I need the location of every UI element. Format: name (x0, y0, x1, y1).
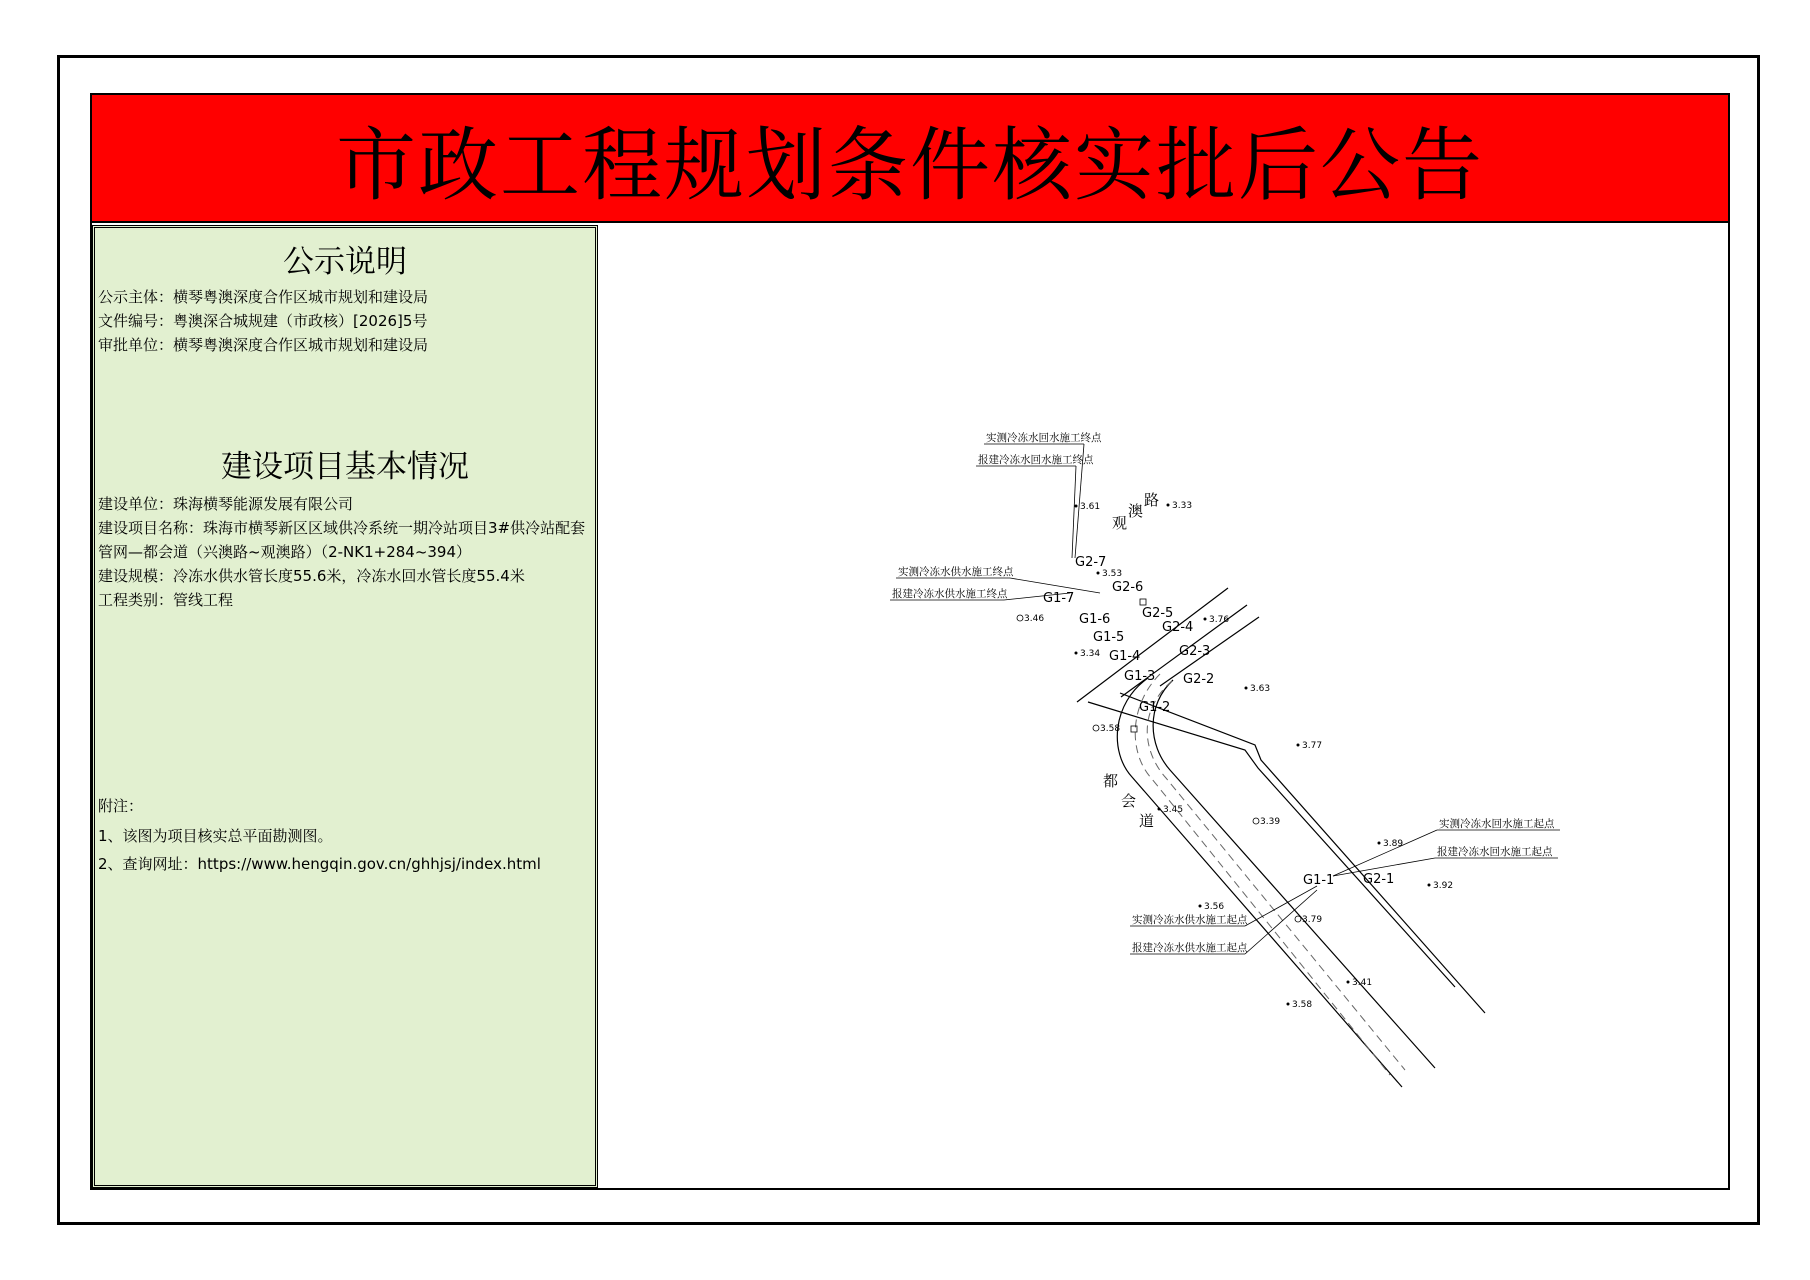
notes-section (95, 794, 595, 876)
elevation-label: 3.92 (1433, 881, 1454, 891)
elevation-labels (1024, 501, 1453, 1010)
point-markers (1075, 504, 1431, 1006)
callout-label-2: 报建冷冻水回水施工终点 (978, 454, 1094, 466)
callout-leaders (890, 444, 1560, 954)
project-name (95, 516, 593, 564)
point-label-g1-7: G1-7 (1043, 591, 1075, 606)
elevation-label: 3.53 (1102, 569, 1123, 579)
elevation-marker (1075, 652, 1078, 655)
road-name-duhui-1: 都 (1103, 772, 1119, 790)
leader-5b (1333, 830, 1437, 876)
notice-file-number (95, 309, 595, 333)
survey-symbols (1017, 599, 1301, 922)
road-edge-outer-left (1117, 678, 1402, 1087)
point-label-g2-5: G2-5 (1142, 606, 1174, 621)
point-label-g1-5: G1-5 (1093, 630, 1125, 645)
elevation-marker (1075, 505, 1078, 508)
callout-label-8: 报建冷冻水供水施工起点 (1132, 942, 1248, 954)
notice-title: 公示说明 (283, 244, 407, 280)
elevation-marker (1199, 905, 1202, 908)
callout-label-1: 实测冷冻水回水施工终点 (986, 432, 1102, 444)
elevation-marker (1158, 808, 1161, 811)
survey-symbol (1140, 599, 1146, 605)
project-unit-label: 建设单位： (98, 495, 174, 513)
point-label-g2-1: G2-1 (1363, 872, 1395, 887)
callout-label-3: 实测冷冻水供水施工终点 (898, 566, 1014, 578)
point-label-g2-3: G2-3 (1179, 644, 1211, 659)
g1-point-labels (1043, 591, 1334, 888)
point-label-g1-3: G1-3 (1124, 669, 1156, 684)
notice-file-number-label: 文件编号： (98, 312, 174, 330)
road-name-duhui-3: 道 (1139, 812, 1155, 830)
elevation-label: 3.46 (1024, 614, 1045, 624)
project-category-value: 管线工程 (173, 591, 234, 609)
project-list (95, 492, 595, 612)
notes-title: 附注： (98, 797, 144, 815)
elevation-label: 3.41 (1352, 978, 1373, 988)
project-title: 建设项目基本情况 (221, 449, 469, 485)
elevation-label: 3.77 (1302, 741, 1323, 751)
elevation-label: 3.58 (1292, 1000, 1313, 1010)
notice-file-number-value: 粤澳深合城规建（市政核）[2026]5号 (173, 312, 428, 330)
road-name-guanao-2: 澳 (1128, 502, 1144, 520)
notice-approver-value: 横琴粤澳深度合作区城市规划和建设局 (173, 336, 429, 354)
project-unit-value: 珠海横琴能源发展有限公司 (173, 495, 354, 513)
elevation-label: 3.56 (1204, 902, 1225, 912)
notice-list (95, 285, 595, 357)
elevation-label: 3.33 (1172, 501, 1193, 511)
elevation-marker (1297, 744, 1300, 747)
g2-point-labels (1075, 555, 1394, 887)
elevation-label: 3.34 (1080, 649, 1101, 659)
elevation-marker (1097, 572, 1100, 575)
notice-subject (95, 285, 595, 309)
callout-label-4: 报建冷冻水供水施工终点 (892, 588, 1008, 600)
note-item-1: 1、该图为项目核实总平面勘测图。 (98, 827, 333, 845)
elevation-label: 3.58 (1100, 724, 1121, 734)
elevation-marker (1167, 504, 1170, 507)
survey-symbol (1295, 916, 1301, 922)
project-name-label: 建设项目名称： (98, 519, 204, 537)
point-label-g1-2: G1-2 (1139, 700, 1171, 715)
point-label-g1-1: G1-1 (1303, 873, 1335, 888)
elevation-label: 3.89 (1383, 839, 1404, 849)
road-name-guanao-1: 观 (1112, 514, 1128, 532)
notice-approver-label: 审批单位： (98, 336, 174, 354)
survey-plan-svg (600, 225, 1728, 1188)
elevation-label: 3.45 (1163, 805, 1184, 815)
info-panel (92, 225, 598, 1188)
elevation-marker (1378, 842, 1381, 845)
project-name-value: 珠海市横琴新区区域供冷系统一期冷站项目3#供冷站配套管网—都会道（兴澳路~观澳路）（2-NK1+284~394） (98, 519, 586, 561)
survey-symbol (1253, 818, 1259, 824)
point-label-g2-7: G2-7 (1075, 555, 1107, 570)
survey-symbol (1093, 725, 1099, 731)
elevation-label: 3.63 (1250, 684, 1271, 694)
road-name-duhui-2: 会 (1121, 792, 1137, 810)
survey-drawing (600, 225, 1728, 1188)
elevation-marker (1287, 1003, 1290, 1006)
elevation-label: 3.76 (1209, 615, 1230, 625)
elevation-marker (1428, 884, 1431, 887)
survey-symbol (1131, 726, 1137, 732)
survey-symbol (1017, 615, 1023, 621)
point-label-g1-6: G1-6 (1079, 612, 1111, 627)
notice-approver (95, 333, 595, 357)
elevation-label: 3.61 (1080, 502, 1101, 512)
title-banner (92, 95, 1728, 223)
project-scale-value: 冷冻水供水管长度55.6米，冷冻水回水管长度55.4米 (173, 567, 525, 585)
callout-label-7: 实测冷冻水供水施工起点 (1132, 914, 1248, 926)
page-title: 市政工程规划条件核实批后公告 (336, 118, 1484, 212)
project-unit (95, 492, 595, 516)
notice-subject-label: 公示主体： (98, 288, 174, 306)
point-label-g2-2: G2-2 (1183, 672, 1215, 687)
callout-label-5: 实测冷冻水回水施工起点 (1439, 818, 1555, 830)
project-category (95, 588, 595, 612)
elevation-marker (1347, 981, 1350, 984)
leader-2b (1072, 466, 1076, 558)
project-category-label: 工程类别： (98, 591, 174, 609)
elevation-marker (1245, 687, 1248, 690)
elevation-label: 3.79 (1302, 915, 1323, 925)
note-item-2: 2、查询网址：https://www.hengqin.gov.cn/ghhjsj/index.html (98, 855, 541, 873)
project-scale-label: 建设规模： (98, 567, 174, 585)
road-name-guanao-3: 路 (1144, 491, 1160, 509)
callout-labels (892, 431, 1555, 954)
point-label-g1-4: G1-4 (1109, 649, 1141, 664)
elevation-marker (1204, 618, 1207, 621)
elevation-label: 3.39 (1260, 817, 1281, 827)
point-label-g2-4: G2-4 (1162, 620, 1194, 635)
callout-label-6: 报建冷冻水回水施工起点 (1437, 846, 1553, 858)
project-scale (95, 564, 595, 588)
notice-subject-value: 横琴粤澳深度合作区城市规划和建设局 (173, 288, 429, 306)
point-label-g2-6: G2-6 (1112, 580, 1144, 595)
